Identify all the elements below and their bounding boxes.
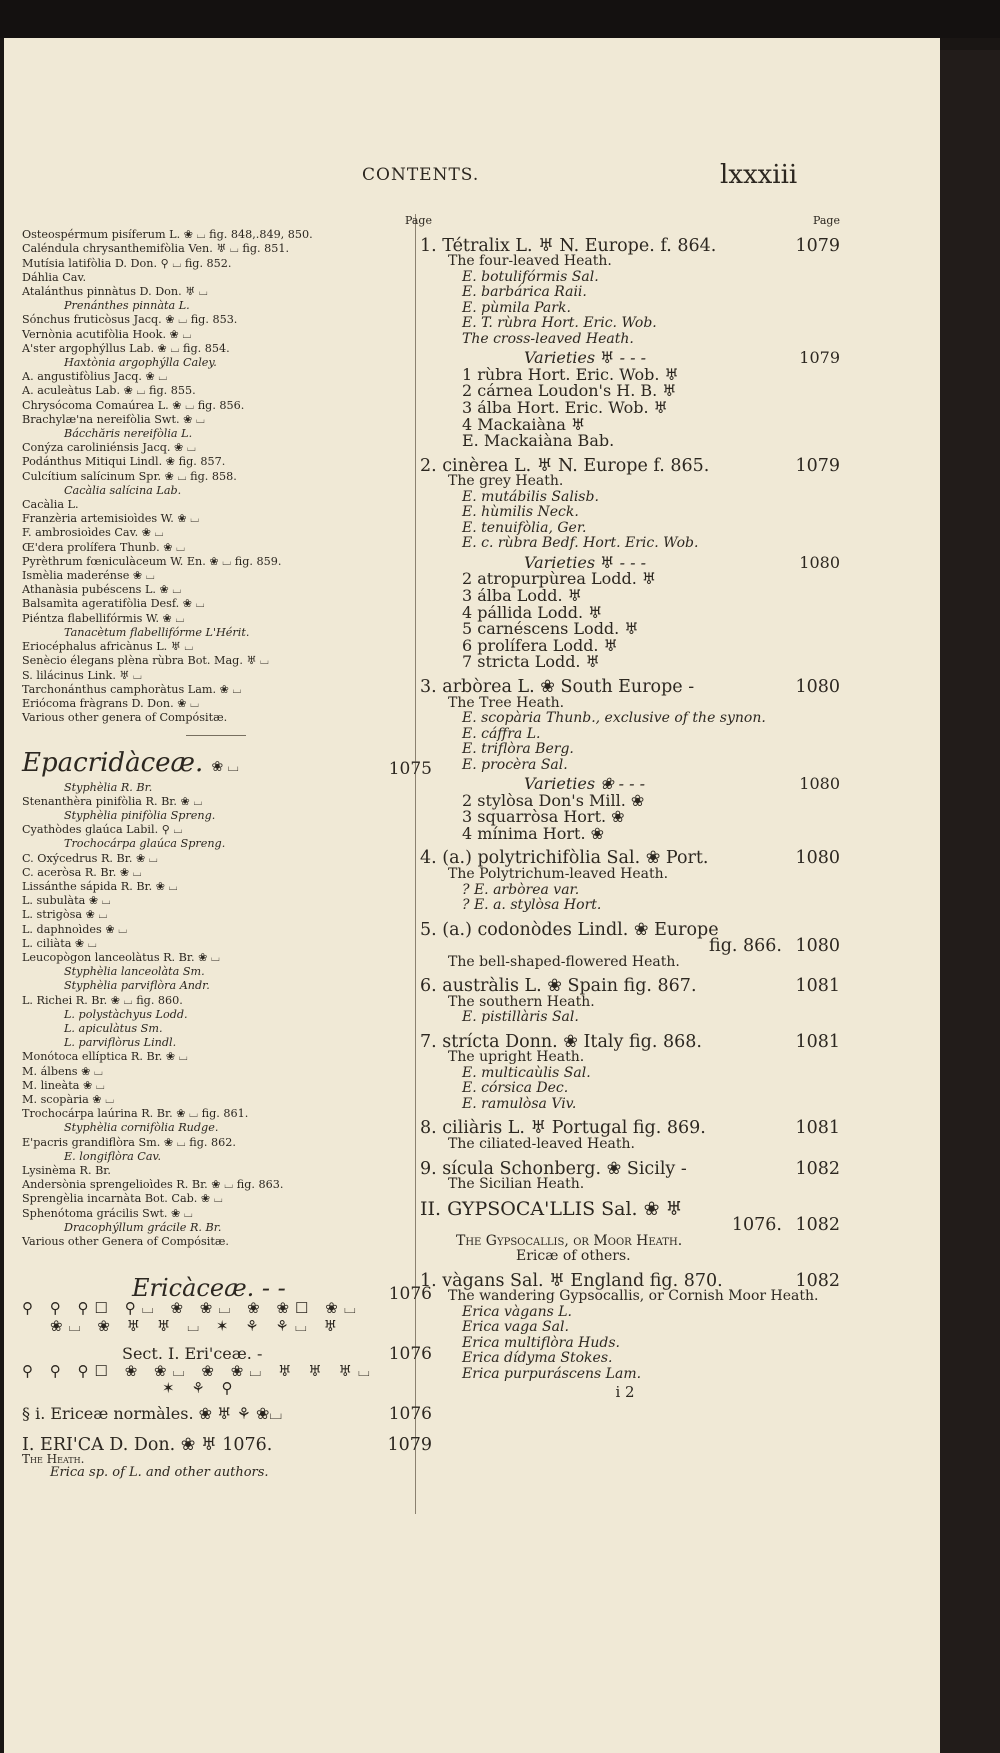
genus-page: 1079	[387, 1434, 432, 1455]
synonym: ? E. a. stylòsa Hort.	[462, 897, 602, 914]
entry-line: Ismèlia maderénse ❀ ⌴	[22, 569, 155, 583]
common-name: The four-leaved Heath.	[448, 253, 612, 270]
common-name: The ciliated-leaved Heath.	[448, 1136, 635, 1153]
synonym: E. botulifórmis Sal.	[462, 268, 599, 285]
synonym: E. mutábilis Salisb.	[462, 488, 599, 505]
synonym: E. hùmilis Neck.	[462, 504, 579, 521]
synonym: Erica multiflòra Huds.	[462, 1334, 620, 1351]
variety: 4 Mackaiàna ♅	[462, 414, 586, 434]
entry-line: Dracophýllum grácile R. Br.	[64, 1220, 222, 1234]
synonym: E. multicaùlis Sal.	[462, 1064, 591, 1081]
varieties-page: 1080	[799, 552, 840, 572]
entry-line: Chrysócoma Comaúrea L. ❀ ⌴ fig. 856.	[22, 398, 245, 412]
common-name: The upright Heath.	[448, 1049, 585, 1066]
entry-line: Styphèlia cornifòlia Rudge.	[64, 1121, 219, 1135]
entry-line: Athanàsia pubéscens L. ❀ ⌴	[22, 583, 182, 597]
entry-line: Trochocárpa laúrina R. Br. ❀ ⌴ fig. 861.	[22, 1107, 249, 1121]
subsect-title: § i. Ericeæ normàles. ❀ ♅ ⚘ ❀⌴	[22, 1404, 283, 1424]
entry-line: Senècio élegans plèna rùbra Bot. Mag. ♅ ⌴	[22, 654, 269, 668]
synonym: The cross-leaved Heath.	[462, 330, 634, 347]
variety: 3 álba Hort. Eric. Wob. ♅	[462, 397, 668, 417]
entry-line: Œ'dera prolífera Thunb. ❀ ⌴	[22, 540, 186, 554]
species-name: 9. sícula Schonberg. ❀ Sicily -	[420, 1158, 687, 1179]
scan-right-edge	[940, 50, 1000, 1753]
variety: 3 squarròsa Hort. ❀	[462, 807, 625, 827]
entry-line: S. lilácinus Link. ♅ ⌴	[22, 668, 142, 682]
genus-cont	[420, 1215, 840, 1236]
synonym: E. T. rùbra Hort. Eric. Wob.	[462, 315, 657, 332]
species-name: 1. Tétralix L. ♅ N. Europe. f. 864.	[420, 235, 717, 256]
varieties-page: 1079	[799, 348, 840, 368]
entry-line: L. Richei R. Br. ❀ ⌴ fig. 860.	[22, 993, 183, 1007]
entry-line: A'ster argophýllus Lab. ❀ ⌴ fig. 854.	[22, 341, 230, 355]
entry-line: Mutísia latifòlia D. Don. ⚲ ⌴ fig. 852.	[22, 256, 232, 270]
entry-line: F. ambrosioìdes Cav. ❀ ⌴	[22, 526, 164, 540]
page-label: Page	[812, 214, 840, 227]
varieties-heading	[420, 348, 840, 368]
variety: 5 carnéscens Lodd. ♅	[462, 619, 639, 639]
entry-line: Lissánthe sápida R. Br. ❀ ⌴	[22, 879, 178, 893]
variety: E. Mackaiàna Bab.	[462, 431, 615, 451]
synonym: E. pistillàris Sal.	[462, 1009, 579, 1026]
species-page: 1081	[795, 1031, 840, 1052]
entry-line: Eriocéphalus africànus L. ♅ ⌴	[22, 640, 194, 654]
synonym: E. pùmila Park.	[462, 299, 571, 316]
varieties-heading	[420, 774, 840, 794]
entry-line: L. polystàchyus Lodd.	[64, 1007, 188, 1021]
subsect-page: 1076	[388, 1404, 432, 1425]
species-name: 4. (a.) polytrichifòlia Sal. ❀ Port.	[420, 848, 709, 869]
species-page: 1080	[795, 848, 840, 869]
entry-line: M. scopària ❀ ⌴	[22, 1092, 115, 1106]
common-name: The Sicilian Heath.	[448, 1176, 585, 1193]
species-entry-cont	[420, 936, 840, 957]
species-name: II. GYPSOCA'LLIS Sal. ❀ ♅	[420, 1197, 683, 1220]
ericaceae-glyphs-1: ⚲ ⚲ ⚲☐ ⚲⌴ ❀ ❀⌴ ❀ ❀☐ ❀⌴	[22, 1299, 362, 1318]
ericaceae-glyphs-2: ❀⌴ ❀ ♅ ♅ ⌴ ✶ ⚘ ⚘⌴ ♅	[50, 1316, 344, 1335]
sect-glyphs-1: ⚲ ⚲ ⚲☐ ❀ ❀⌴ ❀ ❀⌴ ♅ ♅ ♅⌴	[22, 1362, 376, 1381]
synonym: Erica vaga Sal.	[462, 1319, 569, 1336]
entry-line: Osteospérmum pisíferum L. ❀ ⌴ fig. 848,.849, 850.	[22, 228, 313, 242]
species-page: 1079	[795, 235, 840, 256]
sect-title: Sect. I. Eri'ceæ. -	[122, 1343, 263, 1363]
species-name: 5. (a.) codonòdes Lindl. ❀ Europe	[420, 919, 719, 940]
entry-line: Styphèlia pinifòlia Spreng.	[64, 808, 216, 822]
entry-line: Atalánthus pinnàtus D. Don. ♅ ⌴	[22, 285, 208, 299]
variety: 7 stricta Lodd. ♅	[462, 652, 600, 672]
entry-line: Lysinèma R. Br.	[22, 1164, 111, 1177]
entry-line: Cyathòdes glaúca Labil. ⚲ ⌴	[22, 823, 183, 837]
entry-line: L. subulàta ❀ ⌴	[22, 894, 111, 908]
genus-page: 1082	[795, 1215, 840, 1236]
species-page: 1081	[795, 976, 840, 997]
genus-note: Ericæ of others.	[516, 1248, 631, 1265]
entry-line: Prenánthes pinnàta L.	[64, 299, 190, 313]
entry-line: Brachylæ'na nereifòlia Swt. ❀ ⌴	[22, 412, 205, 426]
species-page: 1082	[795, 1270, 840, 1291]
entry-line: L. apiculàtus Sm.	[64, 1021, 163, 1035]
common-name: The grey Heath.	[448, 473, 564, 490]
right-column	[420, 214, 840, 1402]
entry-line: Conýza caroliniénsis Jacq. ❀ ⌴	[22, 441, 196, 455]
species-name: 8. ciliàris L. ♅ Portugal fig. 869.	[420, 1118, 706, 1139]
variety: 4 mínima Hort. ❀	[462, 823, 605, 843]
sect-heading	[22, 1343, 432, 1364]
species-name: 1. vàgans Sal. ♅ England fig. 870.	[420, 1270, 723, 1291]
entry-line: L. daphnoìdes ❀ ⌴	[22, 922, 128, 936]
epacridaceae-entries	[22, 781, 410, 1250]
entry-line: Various other Genera of Compósitæ.	[22, 1235, 229, 1249]
species-page: 1080	[795, 677, 840, 697]
entry-line: Pyrèthrum fœniculàceum W. En. ❀ ⌴ fig. 859.	[22, 554, 282, 568]
genus-erica	[22, 1434, 432, 1455]
separator	[186, 735, 246, 736]
species-name: 3. arbòrea L. ❀ South Europe -	[420, 677, 695, 697]
page-label: Page	[404, 214, 432, 227]
entry-line: Piéntza flabellifórmis W. ❀ ⌴	[22, 611, 185, 625]
species-page: 1082	[795, 1158, 840, 1179]
entry-line: Balsamìta ageratifòlia Desf. ❀ ⌴	[22, 597, 205, 611]
entry-line: Stenanthèra pinifòlia R. Br. ❀ ⌴	[22, 794, 203, 808]
varieties-label: Varieties ♅ - - -	[524, 348, 646, 368]
genus-common: The Gypsocallis, or Moor Heath.	[456, 1232, 683, 1249]
entry-line: Tarchonánthus camphoràtus Lam. ❀ ⌴	[22, 682, 242, 696]
synonym: E. ramulòsa Viv.	[462, 1095, 577, 1112]
epacridaceae-heading	[22, 748, 432, 780]
sect-page: 1076	[388, 1343, 432, 1364]
entry-line: C. Oxýcedrus R. Br. ❀ ⌴	[22, 851, 158, 865]
species-entry	[420, 677, 840, 697]
variety: 1 rùbra Hort. Eric. Wob. ♅	[462, 364, 679, 384]
running-header: CONTENTS.	[362, 165, 480, 185]
varieties-heading	[420, 552, 840, 572]
entry-line: L. strigòsa ❀ ⌴	[22, 908, 108, 922]
entry-line: Sónchus fruticòsus Jacq. ❀ ⌴ fig. 853.	[22, 313, 238, 327]
synonym: E. procèra Sal.	[462, 756, 568, 773]
entry-line: A. aculeàtus Lab. ❀ ⌴ fig. 855.	[22, 384, 196, 398]
variety: 6 prolífera Lodd. ♅	[462, 635, 618, 655]
entry-line: Cacàlia salícina Lab.	[64, 483, 182, 497]
variety: 2 stylòsa Don's Mill. ❀	[462, 790, 645, 810]
entry-line: Tanacètum flabellifórme L'Hérit.	[64, 625, 250, 639]
entry-line: Culcítium salícinum Spr. ❀ ⌴ fig. 858.	[22, 469, 237, 483]
entry-line: L. ciliàta ❀ ⌴	[22, 936, 97, 950]
varieties-label: Varieties ❀ - - -	[524, 774, 646, 794]
entry-line: Eriócoma fràgrans D. Don. ❀ ⌴	[22, 696, 200, 710]
common-name: The Tree Heath.	[448, 694, 565, 711]
species-entry	[420, 976, 840, 997]
entry-line: Caléndula chrysanthemifòlia Ven. ♅ ⌴ fig. 851.	[22, 242, 290, 256]
entry-line: Bácchăris nereifòlia L.	[64, 427, 193, 441]
synonym: E. córsica Dec.	[462, 1080, 569, 1097]
species-name: 7. strícta Donn. ❀ Italy fig. 868.	[420, 1031, 702, 1052]
species-page: 1079	[795, 455, 840, 476]
entry-line: M. lineàta ❀ ⌴	[22, 1078, 105, 1092]
entry-line: Podánthus Mitiqui Lindl. ❀ fig. 857.	[22, 455, 226, 469]
subsect-heading	[22, 1404, 432, 1425]
species-fig: fig. 866.	[709, 936, 782, 957]
synonym: E. barbárica Raii.	[462, 284, 587, 301]
common-name: The Polytrichum-leaved Heath.	[448, 866, 669, 883]
entry-line: L. parviflòrus Lindl.	[64, 1036, 177, 1050]
synonym: Erica dídyma Stokes.	[462, 1350, 613, 1367]
species-name: 6. austràlis L. ❀ Spain fig. 867.	[420, 976, 697, 997]
entry-line: Various other genera of Compósitæ.	[22, 711, 228, 725]
synonym: ? E. arbòrea var.	[462, 881, 580, 898]
signature-mark: i 2	[615, 1383, 635, 1402]
entry-line: Cacàlia L.	[22, 498, 79, 512]
species-entry	[420, 848, 840, 869]
entry-line: Sprengèlia incarnàta Bot. Cab. ❀ ⌴	[22, 1192, 223, 1206]
entry-line: Haxtònia argophýlla Caley.	[64, 356, 217, 370]
entry-line: Vernònia acutifòlia Hook. ❀ ⌴	[22, 327, 192, 341]
entry-line: Styphèlia R. Br.	[64, 780, 153, 794]
common-name: The wandering Gypsocallis, or Cornish Moor Heath.	[448, 1288, 819, 1305]
right-entries	[420, 235, 840, 1383]
entry-line: Styphèlia lanceolàta Sm.	[64, 965, 205, 979]
entry-line: A. angustifòlius Jacq. ❀ ⌴	[22, 370, 168, 384]
common-name: The southern Heath.	[448, 993, 595, 1010]
genus-common: The Heath.	[22, 1451, 85, 1466]
entry-line: E'pacris grandiflòra Sm. ❀ ⌴ fig. 862.	[22, 1135, 236, 1149]
ericaceae-title: Ericàceæ. - -	[132, 1274, 286, 1303]
ericaceae-heading	[22, 1274, 432, 1305]
epacridaceae-title: Epacridàceæ.	[22, 748, 204, 779]
entry-line: Monótoca ellíptica R. Br. ❀ ⌴	[22, 1050, 188, 1064]
page-number: lxxxiii	[720, 160, 798, 190]
species-name: 2. cinèrea L. ♅ N. Europe f. 865.	[420, 455, 710, 476]
entry-line: Andersònia sprengelioìdes R. Br. ❀ ⌴ fig. 863.	[22, 1178, 284, 1192]
species-entry	[420, 1158, 840, 1179]
left-column	[22, 214, 432, 1481]
left-entries	[22, 228, 410, 725]
synonym: E. triflòra Berg.	[462, 741, 574, 758]
entry-line: Sphenótoma grácilis Swt. ❀ ⌴	[22, 1206, 193, 1220]
entry-line: Styphèlia parviflòra Andr.	[64, 979, 210, 993]
epacridaceae-page: 1075	[388, 759, 432, 780]
synonym: E. cáffra L.	[462, 725, 541, 742]
genus-title: I. ERI'CA D. Don. ❀ ♅ 1076.	[22, 1434, 273, 1455]
entry-line: Dáhlia Cav.	[22, 270, 87, 284]
column-divider	[415, 214, 416, 1514]
species-entry	[420, 455, 840, 476]
epacridaceae-glyph: ❀ ⌴	[211, 759, 239, 776]
variety: 2 atropurpùrea Lodd. ♅	[462, 569, 657, 589]
synonym: Erica vàgans L.	[462, 1303, 572, 1320]
common-name: The bell-shaped-flowered Heath.	[448, 953, 680, 970]
entry-line: M. álbens ❀ ⌴	[22, 1064, 103, 1078]
synonym: E. scopària Thunb., exclusive of the synon.	[462, 710, 766, 727]
synonym: Erica purpuráscens Lam.	[462, 1365, 642, 1382]
variety: 3 álba Lodd. ♅	[462, 586, 583, 606]
entry-line: E. longiflòra Cav.	[64, 1149, 162, 1163]
species-entry	[420, 235, 840, 256]
synonym: E. c. rùbra Bedf. Hort. Eric. Wob.	[462, 535, 699, 552]
genus-syn: Erica sp. of L. and other authors.	[50, 1465, 269, 1481]
scan-top-band	[0, 0, 1000, 38]
species-entry	[420, 1270, 840, 1291]
varieties-label: Varieties ♅ - - -	[524, 552, 646, 572]
species-entry	[420, 1031, 840, 1052]
synonym: E. tenuifòlia, Ger.	[462, 519, 587, 536]
entry-line: Franzèria artemisioìdes W. ❀ ⌴	[22, 512, 200, 526]
species-page: 1080	[795, 936, 840, 957]
species-page: 1081	[795, 1118, 840, 1139]
variety: 2 cárnea Loudon's H. B. ♅	[462, 381, 677, 401]
species-entry	[420, 1118, 840, 1139]
entry-line: Trochocárpa glaúca Spreng.	[64, 837, 226, 851]
entry-line: C. aceròsa R. Br. ❀ ⌴	[22, 865, 142, 879]
genus-page-ref: 1076.	[731, 1215, 782, 1236]
varieties-page: 1080	[799, 774, 840, 794]
sect-glyphs-2: ✶ ⚘ ⚲	[162, 1379, 239, 1398]
entry-line: Leucopògon lanceolàtus R. Br. ❀ ⌴	[22, 950, 220, 964]
variety: 4 pállida Lodd. ♅	[462, 602, 603, 622]
ericaceae-page: 1076	[388, 1284, 432, 1305]
